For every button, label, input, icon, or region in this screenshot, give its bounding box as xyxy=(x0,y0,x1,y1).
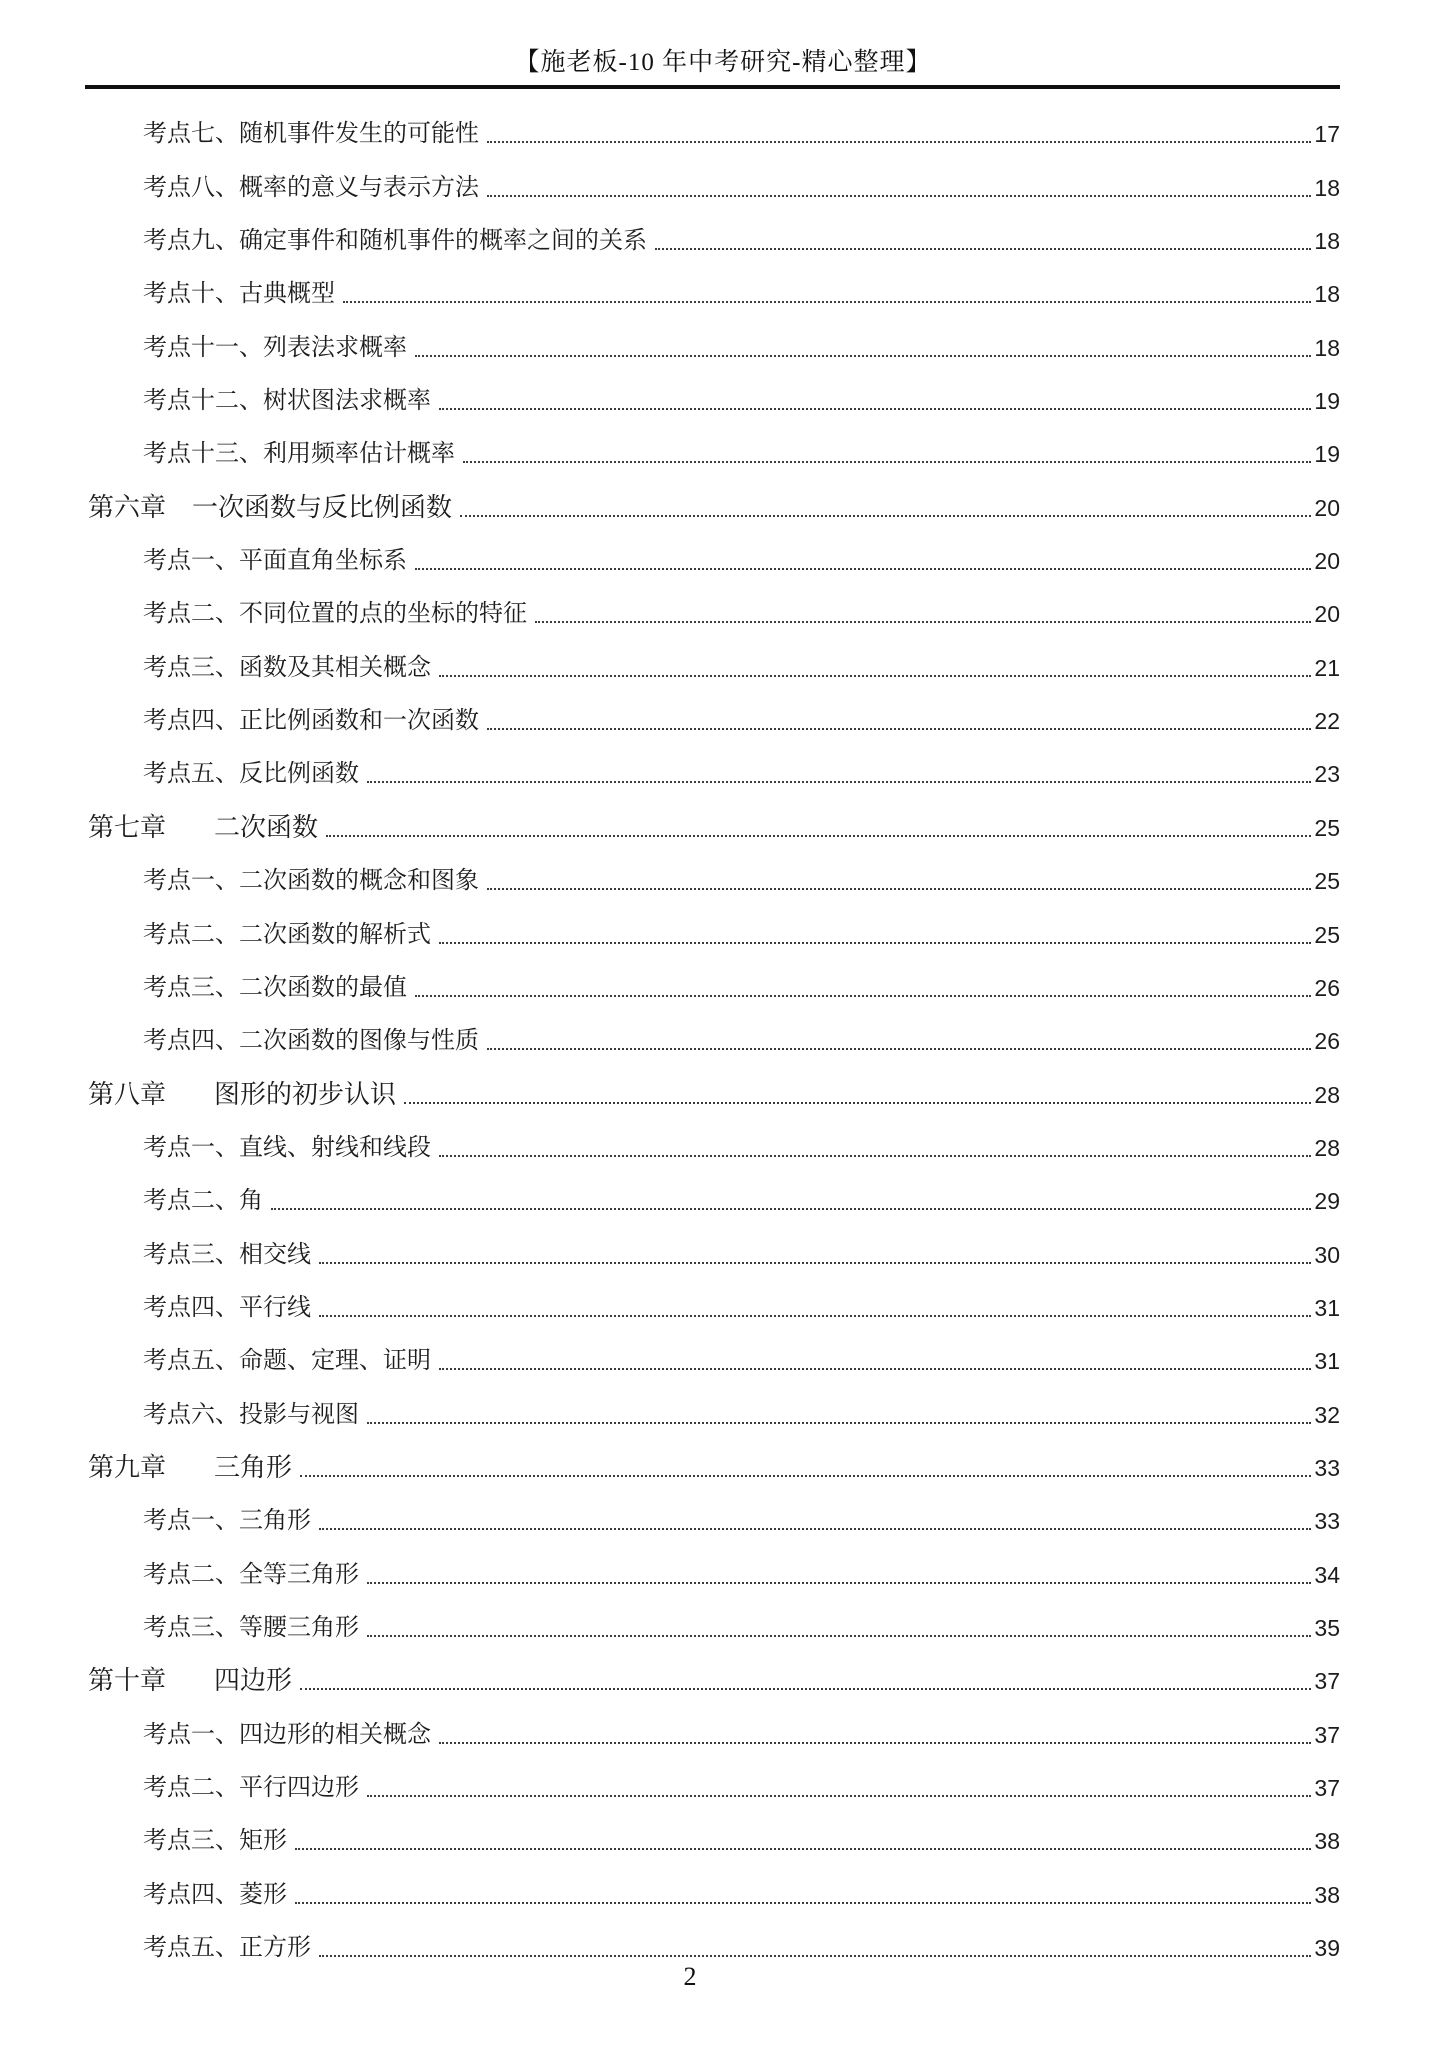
dotted-leader xyxy=(655,248,1311,250)
toc-entry-label: 考点十三、利用频率估计概率 xyxy=(143,440,455,468)
toc-entry-subtopic[interactable] xyxy=(85,320,1340,373)
toc-entry-subtopic[interactable] xyxy=(85,747,1340,800)
dotted-leader xyxy=(300,1475,1311,1477)
toc-entry-subtopic[interactable] xyxy=(85,1547,1340,1600)
dotted-leader xyxy=(439,1155,1311,1157)
dotted-leader xyxy=(404,1102,1311,1104)
toc-page-number: 35 xyxy=(1314,1614,1340,1641)
dotted-leader xyxy=(415,568,1311,570)
toc-entry-label: 考点一、直线、射线和线段 xyxy=(143,1133,431,1161)
toc-entry-chapter[interactable] xyxy=(85,1441,1340,1494)
toc-page-number: 23 xyxy=(1314,761,1340,788)
toc-page-number: 31 xyxy=(1314,1348,1340,1375)
toc-page-number: 20 xyxy=(1314,548,1340,575)
dotted-leader xyxy=(487,141,1311,143)
toc-page-number: 26 xyxy=(1314,974,1340,1001)
toc-entry-label: 考点六、投影与视图 xyxy=(143,1400,359,1428)
toc-entry-subtopic[interactable] xyxy=(85,907,1340,960)
toc-page-number: 19 xyxy=(1314,388,1340,415)
dotted-leader xyxy=(326,835,1311,837)
dotted-leader xyxy=(271,1208,1311,1210)
toc-entry-subtopic[interactable] xyxy=(85,1867,1340,1920)
dotted-leader xyxy=(319,1315,1311,1317)
toc-entry-label: 考点九、确定事件和随机事件的概率之间的关系 xyxy=(143,227,647,255)
toc-page-number: 20 xyxy=(1314,494,1340,521)
toc-entry-label: 考点五、反比例函数 xyxy=(143,760,359,788)
toc-chapter-number: 第十章 xyxy=(88,1665,167,1696)
toc-entry-subtopic[interactable] xyxy=(85,1174,1340,1227)
toc-entry-subtopic[interactable] xyxy=(85,1494,1340,1547)
dotted-leader xyxy=(439,675,1311,677)
toc-page-number: 33 xyxy=(1314,1454,1340,1481)
toc-entry-label: 考点四、正比例函数和一次函数 xyxy=(143,707,479,735)
toc-page-number: 31 xyxy=(1314,1294,1340,1321)
dotted-leader xyxy=(460,515,1311,517)
dotted-leader xyxy=(367,1422,1311,1424)
header-rule xyxy=(85,85,1340,89)
dotted-leader xyxy=(367,1582,1311,1584)
toc-entry-chapter[interactable] xyxy=(85,480,1340,533)
toc-entry-label: 考点三、等腰三角形 xyxy=(143,1613,359,1641)
toc-entry-label: 考点四、二次函数的图像与性质 xyxy=(143,1027,479,1055)
toc-page-number: 39 xyxy=(1314,1935,1340,1962)
toc-entry-label: 考点二、全等三角形 xyxy=(143,1560,359,1588)
toc-entry-subtopic[interactable] xyxy=(85,1761,1340,1814)
toc-entry-label: 考点四、平行线 xyxy=(143,1293,311,1321)
dotted-leader xyxy=(300,1688,1311,1690)
toc-page-number: 25 xyxy=(1314,921,1340,948)
toc-page-number: 29 xyxy=(1314,1188,1340,1215)
toc-entry-subtopic[interactable] xyxy=(85,854,1340,907)
toc-page-number: 37 xyxy=(1314,1668,1340,1695)
dotted-leader xyxy=(439,408,1311,410)
toc-page-number: 26 xyxy=(1314,1028,1340,1055)
toc-entry-subtopic[interactable] xyxy=(85,374,1340,427)
toc-entry-subtopic[interactable] xyxy=(85,640,1340,693)
dotted-leader xyxy=(319,1262,1311,1264)
toc-page-number: 37 xyxy=(1314,1775,1340,1801)
toc-page-number: 38 xyxy=(1314,1881,1340,1908)
dotted-leader xyxy=(295,1902,1311,1904)
toc-page-number: 25 xyxy=(1314,868,1340,895)
toc-entry-subtopic[interactable] xyxy=(85,427,1340,480)
dotted-leader xyxy=(535,621,1311,623)
toc-chapter-title: 三角形 xyxy=(214,1451,293,1482)
toc-page-number: 32 xyxy=(1314,1401,1340,1428)
toc-entry-label: 考点一、四边形的相关概念 xyxy=(143,1720,431,1748)
toc-entry-subtopic[interactable] xyxy=(85,1227,1340,1280)
toc-entry-label: 考点十、古典概型 xyxy=(143,280,335,308)
toc-entry-label: 考点三、二次函数的最值 xyxy=(143,973,407,1001)
toc-entry-subtopic[interactable] xyxy=(85,107,1340,160)
footer-page-number: 2 xyxy=(683,1962,697,1991)
toc-page-number: 30 xyxy=(1314,1241,1340,1268)
toc-page-number: 18 xyxy=(1314,281,1340,308)
dotted-leader xyxy=(415,995,1311,997)
dotted-leader xyxy=(343,301,1311,303)
toc-entry-subtopic[interactable] xyxy=(85,1814,1340,1867)
toc-entry-subtopic[interactable] xyxy=(85,694,1340,747)
toc-chapter-title: 四边形 xyxy=(214,1665,293,1696)
toc-entry-label: 考点五、正方形 xyxy=(143,1934,311,1962)
dotted-leader xyxy=(487,728,1311,730)
toc-entry-label: 考点一、平面直角坐标系 xyxy=(143,547,407,575)
toc-entry-subtopic[interactable] xyxy=(85,1387,1340,1440)
toc-page-number: 38 xyxy=(1314,1828,1340,1855)
toc-entry-label: 考点二、不同位置的点的坐标的特征 xyxy=(143,600,527,628)
toc-page-number: 37 xyxy=(1314,1721,1340,1748)
toc-entry-subtopic[interactable] xyxy=(85,534,1340,587)
table-of-contents xyxy=(85,107,1340,1974)
toc-chapter-title: 一次函数与反比例函数 xyxy=(192,491,453,522)
dotted-leader xyxy=(319,1528,1311,1530)
toc-entry-label: 考点七、随机事件发生的可能性 xyxy=(143,120,479,148)
toc-entry-label: 考点十二、树状图法求概率 xyxy=(143,387,431,415)
dotted-leader xyxy=(319,1955,1311,1957)
toc-chapter-number: 第六章 xyxy=(88,491,167,522)
toc-page-number: 25 xyxy=(1314,814,1340,841)
toc-entry-subtopic[interactable] xyxy=(85,214,1340,267)
toc-entry-label: 考点三、矩形 xyxy=(143,1827,287,1855)
toc-entry-label: 考点四、菱形 xyxy=(143,1880,287,1908)
dotted-leader xyxy=(439,1742,1311,1744)
toc-chapter-title: 图形的初步认识 xyxy=(214,1078,397,1109)
toc-entry-subtopic[interactable] xyxy=(85,961,1340,1014)
toc-entry-label: 考点二、二次函数的解析式 xyxy=(143,920,431,948)
toc-page-number: 34 xyxy=(1314,1561,1340,1588)
dotted-leader xyxy=(463,461,1311,463)
toc-entry-chapter[interactable] xyxy=(85,800,1340,853)
toc-entry-label: 考点八、概率的意义与表示方法 xyxy=(143,173,479,201)
toc-entry-subtopic[interactable] xyxy=(85,1334,1340,1387)
dotted-leader xyxy=(439,942,1311,944)
toc-page-number: 21 xyxy=(1314,654,1340,681)
toc-entry-subtopic[interactable] xyxy=(85,1281,1340,1334)
toc-entry-chapter[interactable] xyxy=(85,1654,1340,1707)
toc-page-number: 22 xyxy=(1314,708,1340,735)
toc-entry-subtopic[interactable] xyxy=(85,587,1340,640)
toc-page-number: 18 xyxy=(1314,174,1340,201)
toc-entry-label: 考点一、三角形 xyxy=(143,1507,311,1535)
dotted-leader xyxy=(487,888,1311,890)
toc-page-number: 28 xyxy=(1314,1134,1340,1161)
toc-entry-subtopic[interactable] xyxy=(85,1601,1340,1654)
dotted-leader xyxy=(367,1635,1311,1637)
dotted-leader xyxy=(367,1795,1311,1797)
toc-entry-label: 考点十一、列表法求概率 xyxy=(143,333,407,361)
toc-entry-subtopic[interactable] xyxy=(85,267,1340,320)
dotted-leader xyxy=(415,355,1311,357)
toc-entry-label: 考点一、二次函数的概念和图象 xyxy=(143,867,479,895)
toc-entry-subtopic[interactable] xyxy=(85,1707,1340,1760)
toc-entry-label: 考点五、命题、定理、证明 xyxy=(143,1347,431,1375)
toc-entry-label: 考点二、角 xyxy=(143,1187,263,1215)
toc-chapter-number: 第九章 xyxy=(88,1451,167,1482)
page-header: 【施老板-10 年中考研究-精心整理】 xyxy=(514,49,932,76)
dotted-leader xyxy=(295,1848,1311,1850)
toc-chapter-number: 第八章 xyxy=(88,1078,167,1109)
toc-page-number: 19 xyxy=(1314,441,1340,468)
toc-entry-label: 考点二、平行四边形 xyxy=(143,1774,359,1801)
toc-chapter-title: 二次函数 xyxy=(214,811,319,842)
toc-page-number: 33 xyxy=(1314,1508,1340,1535)
toc-entry-subtopic[interactable] xyxy=(85,160,1340,213)
toc-page-number: 28 xyxy=(1314,1081,1340,1108)
toc-chapter-number: 第七章 xyxy=(88,811,167,842)
dotted-leader xyxy=(439,1368,1311,1370)
toc-entry-chapter[interactable] xyxy=(85,1067,1340,1120)
toc-page-number: 20 xyxy=(1314,601,1340,628)
toc-page-number: 17 xyxy=(1314,121,1340,148)
toc-entry-label: 考点三、相交线 xyxy=(143,1240,311,1268)
dotted-leader xyxy=(487,195,1311,197)
toc-entry-label: 考点三、函数及其相关概念 xyxy=(143,653,431,681)
dotted-leader xyxy=(487,1048,1311,1050)
dotted-leader xyxy=(367,781,1311,783)
toc-page-number: 18 xyxy=(1314,334,1340,361)
toc-page-number: 18 xyxy=(1314,228,1340,255)
toc-entry-subtopic[interactable] xyxy=(85,1014,1340,1067)
toc-entry-subtopic[interactable] xyxy=(85,1121,1340,1174)
